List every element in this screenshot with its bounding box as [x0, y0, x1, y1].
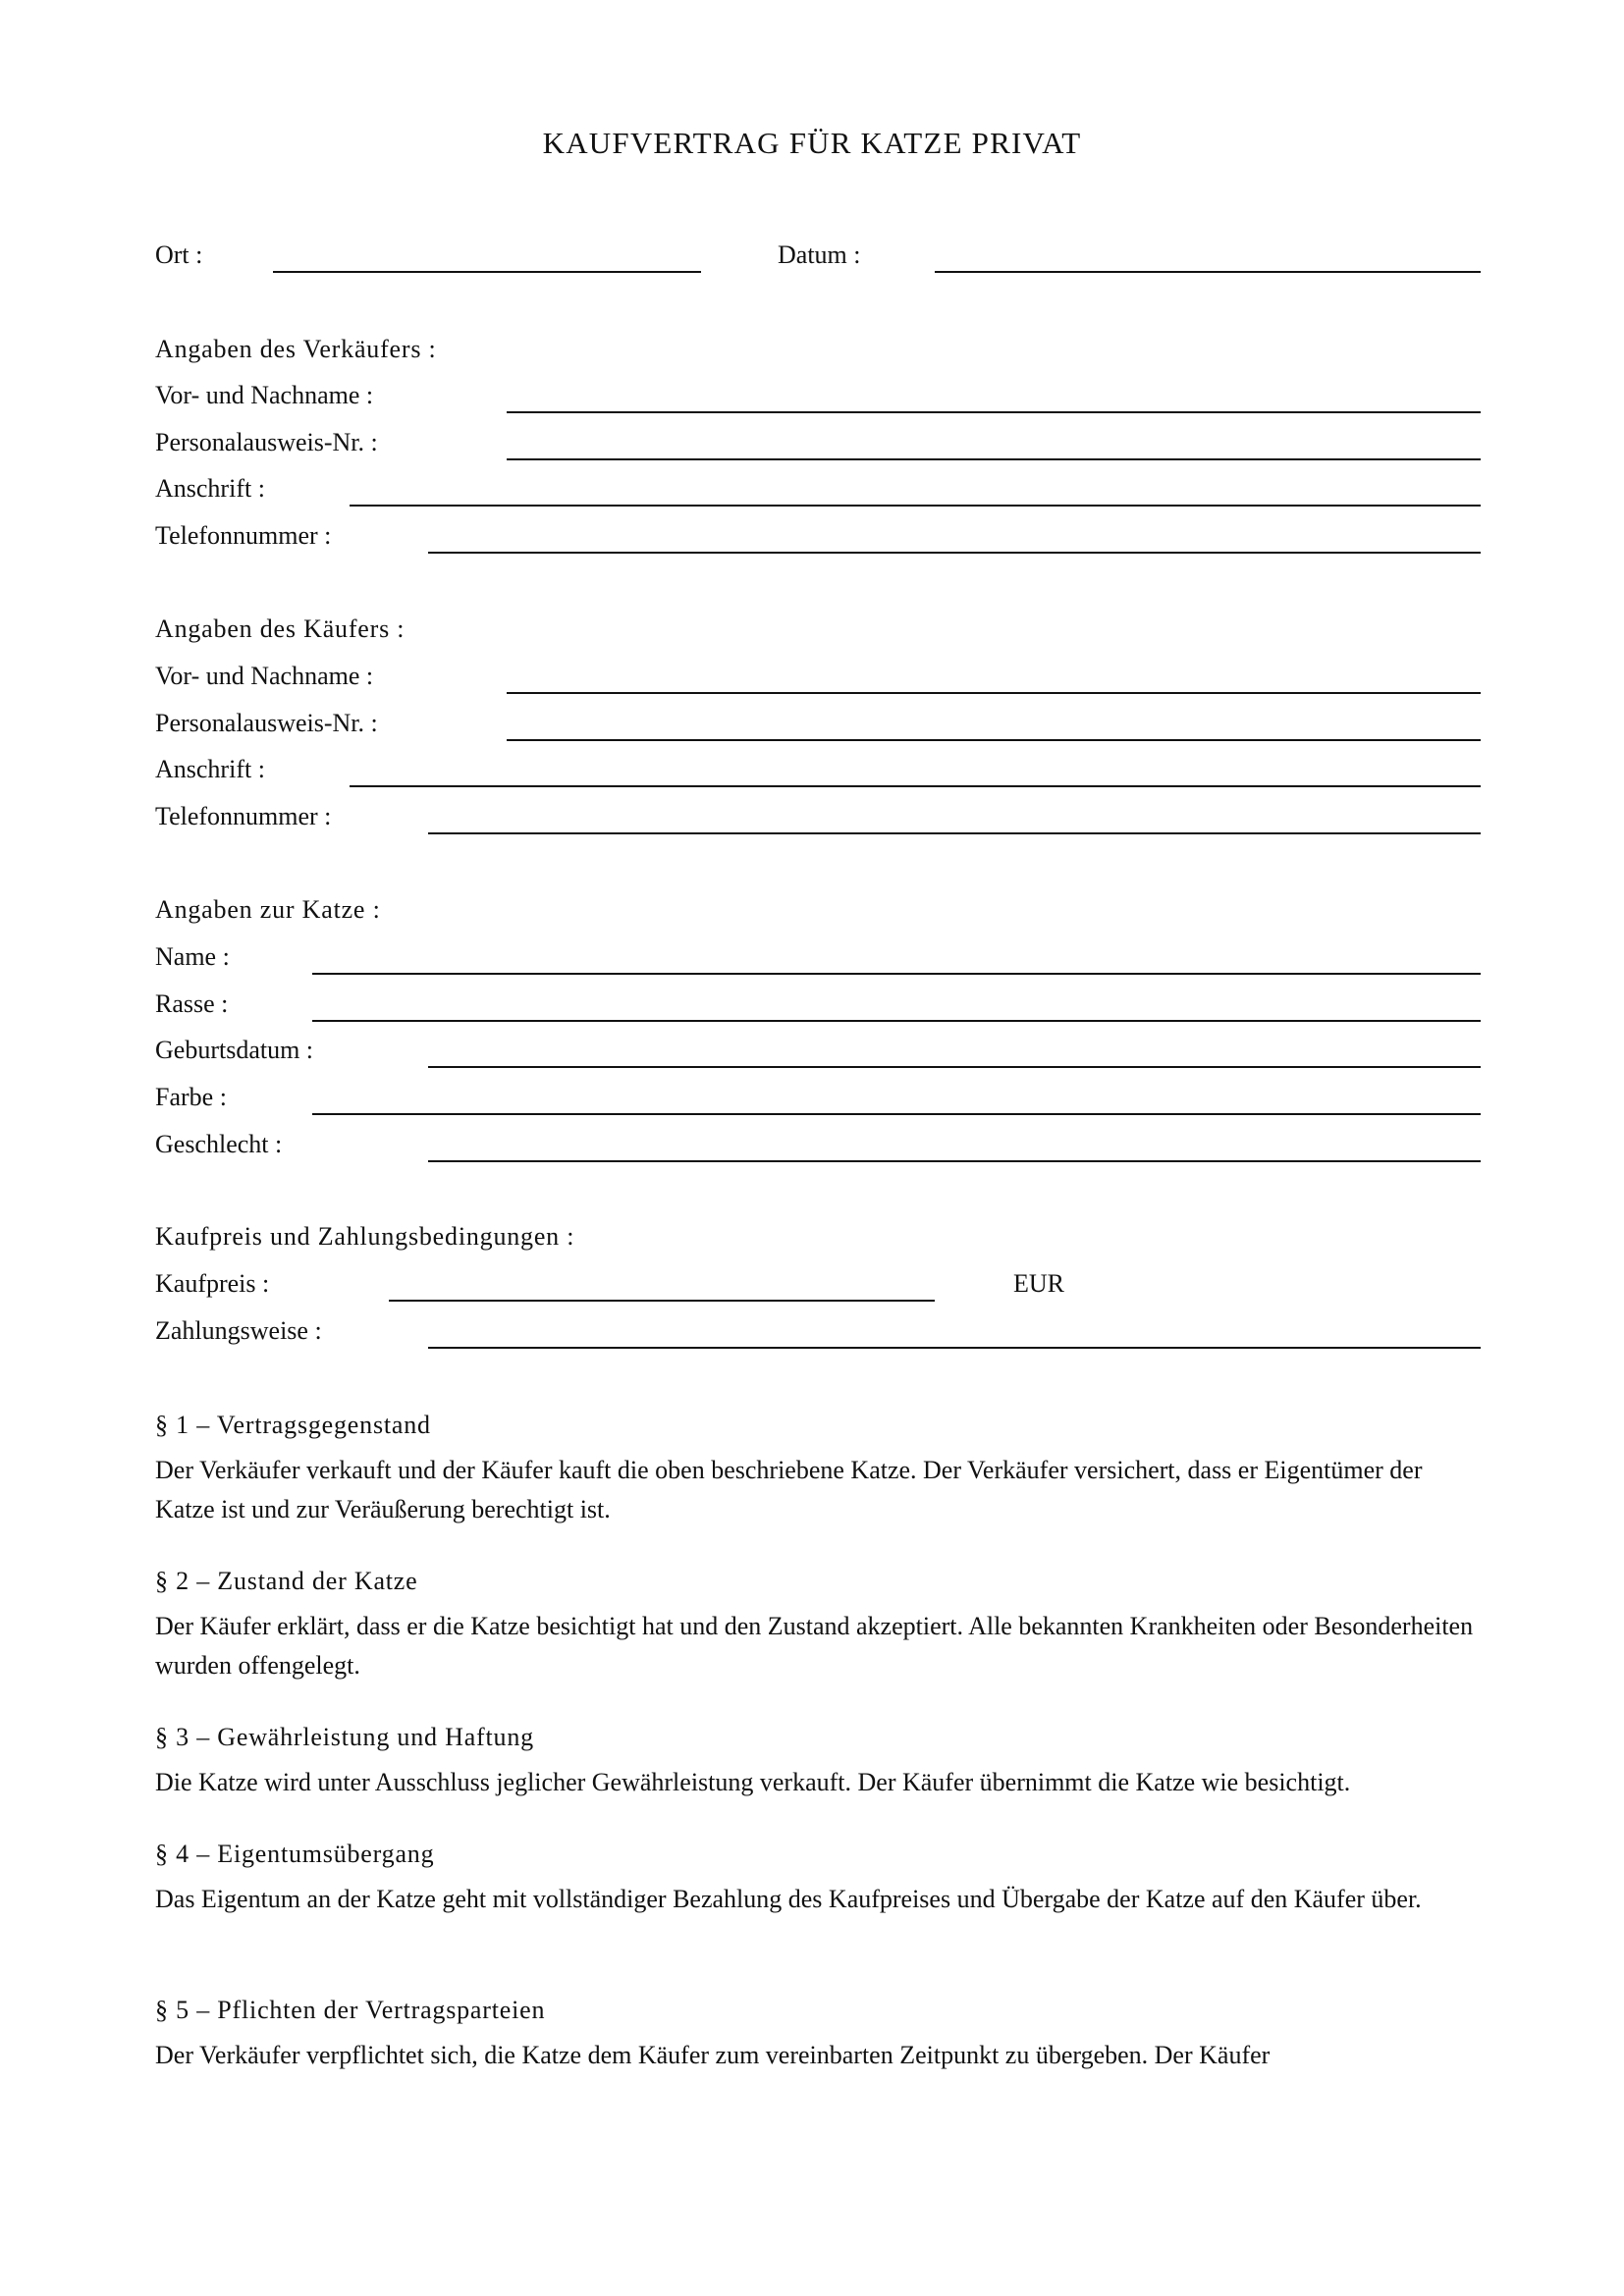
section-text: Der Verkäufer verpflichtet sich, die Katze dem Käufer zum vereinbarten Zeitpunkt zu übergeben. Der Käufer — [155, 2041, 1271, 2069]
buyer-address-label: Anschrift : — [155, 755, 265, 783]
section-text: Das Eigentum an der Katze geht mit vollständiger Bezahlung des Kaufpreises und Übergabe der Katze auf den Käufer über. — [155, 1885, 1422, 1913]
payment-heading: Kaufpreis und Zahlungsbedingungen : — [155, 1222, 575, 1251]
seller-phone-field[interactable] — [428, 552, 1481, 554]
cat-name-field[interactable] — [312, 973, 1481, 975]
cat-color-field[interactable] — [312, 1113, 1481, 1115]
cat-birthdate-label: Geburtsdatum : — [155, 1036, 314, 1064]
section-title: § 3 – Gewährleistung und Haftung — [155, 1723, 534, 1751]
buyer-name-label: Vor- und Nachname : — [155, 662, 374, 690]
section-text: Die Katze wird unter Ausschluss jeglicher Gewährleistung verkauft. Der Käufer übernimmt die Katze wie besichtigt. — [155, 1768, 1351, 1796]
section-title: § 1 – Vertragsgegenstand — [155, 1411, 431, 1439]
seller-address-label: Anschrift : — [155, 474, 265, 503]
cat-sex-label: Geschlecht : — [155, 1130, 283, 1158]
buyer-heading: Angaben des Käufers : — [155, 614, 406, 643]
seller-name-label: Vor- und Nachname : — [155, 381, 374, 409]
section-title: § 4 – Eigentumsübergang — [155, 1840, 435, 1868]
datum-label: Datum : — [778, 240, 861, 269]
seller-id-field[interactable] — [507, 458, 1481, 460]
seller-phone-label: Telefonnummer : — [155, 521, 332, 550]
seller-address-field[interactable] — [350, 505, 1481, 507]
buyer-phone-label: Telefonnummer : — [155, 802, 332, 830]
seller-heading: Angaben des Verkäufers : — [155, 335, 437, 363]
section-text: Der Käufer erklärt, dass er die Katze besichtigt hat und den Zustand akzeptiert. Alle bekannten Krankheiten oder Besonderheiten wurden offengelegt. — [155, 1612, 1474, 1680]
buyer-phone-field[interactable] — [428, 832, 1481, 834]
payment-method-label: Zahlungsweise : — [155, 1316, 322, 1345]
payment-method-field[interactable] — [428, 1347, 1481, 1349]
ort-field[interactable] — [273, 271, 701, 273]
price-label: Kaufpreis : — [155, 1269, 270, 1298]
document-title: KAUFVERTRAG FÜR KATZE PRIVAT — [542, 126, 1082, 160]
buyer-id-label: Personalausweis-Nr. : — [155, 709, 378, 737]
ort-label: Ort : — [155, 240, 203, 269]
datum-field[interactable] — [935, 271, 1481, 273]
section-text: Der Verkäufer verkauft und der Käufer kauft die oben beschriebene Katze. Der Verkäufer versichert, dass er Eigentümer der Katze ist und zur Veräußerung berechtigt ist. — [155, 1456, 1423, 1523]
cat-breed-label: Rasse : — [155, 989, 229, 1018]
currency-label: EUR — [1013, 1269, 1064, 1298]
cat-birthdate-field[interactable] — [428, 1066, 1481, 1068]
section-title: § 5 – Pflichten der Vertragsparteien — [155, 1996, 546, 2024]
cat-color-label: Farbe : — [155, 1083, 227, 1111]
section-title: § 2 – Zustand der Katze — [155, 1567, 418, 1595]
cat-sex-field[interactable] — [428, 1160, 1481, 1162]
buyer-id-field[interactable] — [507, 739, 1481, 741]
cat-name-label: Name : — [155, 942, 230, 971]
cat-heading: Angaben zur Katze : — [155, 895, 381, 924]
cat-breed-field[interactable] — [312, 1020, 1481, 1022]
price-field[interactable] — [389, 1300, 935, 1302]
seller-id-label: Personalausweis-Nr. : — [155, 428, 378, 456]
buyer-name-field[interactable] — [507, 692, 1481, 694]
buyer-address-field[interactable] — [350, 785, 1481, 787]
seller-name-field[interactable] — [507, 411, 1481, 413]
